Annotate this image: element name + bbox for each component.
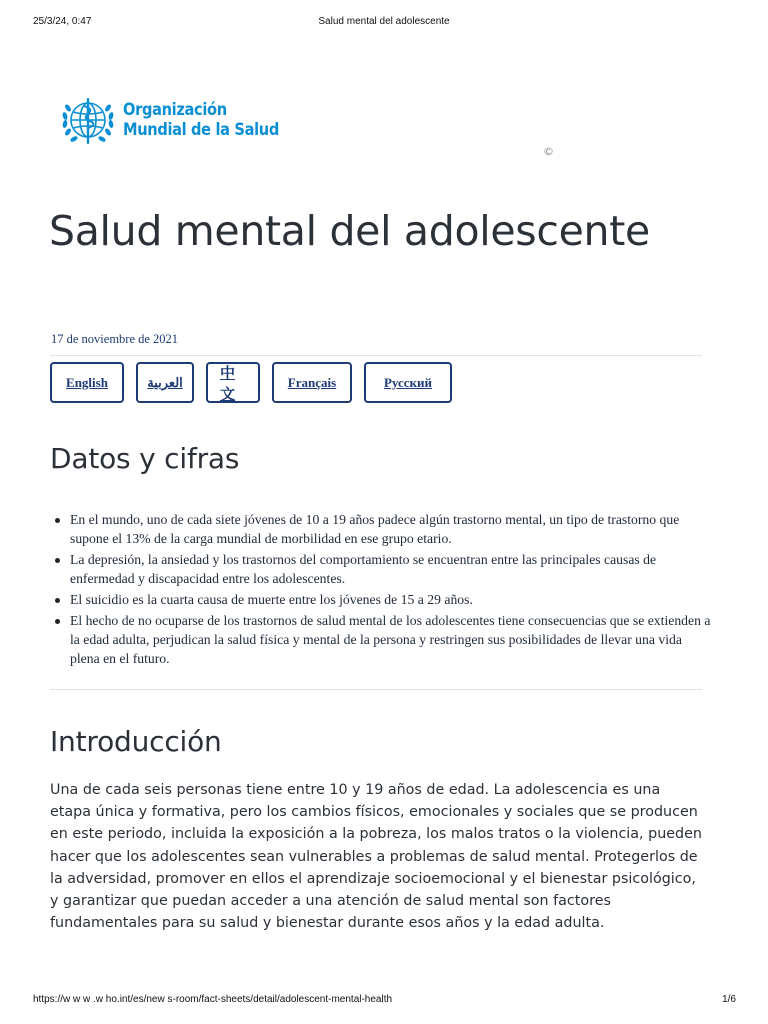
page-number: 1/6	[722, 994, 736, 1005]
logo-line-2: Mundial de la Salud	[123, 120, 279, 140]
who-logo-text	[123, 100, 279, 140]
print-header	[0, 16, 768, 30]
divider	[50, 355, 702, 356]
language-button-english[interactable]: English	[50, 362, 124, 403]
print-page-title: Salud mental del adolescente	[318, 16, 450, 27]
language-button-russian[interactable]: Русский	[364, 362, 452, 403]
page-title: Salud mental del adolescente	[49, 207, 650, 255]
print-datetime: 25/3/24, 0:47	[33, 16, 92, 27]
facts-list	[51, 510, 711, 670]
intro-paragraph: Una de cada seis personas tiene entre 10 y 19 años de edad. La adolescencia es una etapa única y formativa, pero los cambios físicos, emocionales y sociales que se producen en este periodo, incluida la exposición a la pobreza, los malos tratos o la violencia, pueden hacer que los adolescentes sean vulnerables a problemas de salud mental. Protegerlos de la adversidad, promover en ellos el aprendizaje socioemocional y el bienestar psicológico, y garantizar que puedan acceder a una atención de salud mental son factores fundamentales para su salud y bienestar durante esos años y la edad adulta.	[50, 782, 702, 932]
print-footer	[0, 994, 768, 1008]
facts-heading: Datos y cifras	[50, 442, 240, 475]
language-selector	[50, 362, 464, 404]
copyright-symbol: ©	[543, 145, 554, 158]
language-button-chinese[interactable]: 中文	[206, 362, 260, 403]
language-button-french[interactable]: Français	[272, 362, 352, 403]
intro-heading: Introducción	[50, 725, 222, 758]
who-emblem-icon	[60, 92, 116, 148]
list-item: La depresión, la ansiedad y los trastornos del comportamiento se encuentran entre las principales causas de enfermedad y discapacidad entre los adolescentes.	[51, 550, 711, 588]
language-button-arabic[interactable]: العربية	[136, 362, 194, 403]
logo-line-1: Organización	[123, 100, 227, 120]
divider	[50, 689, 702, 690]
who-logo[interactable]	[60, 91, 300, 149]
list-item: En el mundo, uno de cada siete jóvenes de 10 a 19 años padece algún trastorno mental, un tipo de trastorno que supone el 13% de la carga mundial de morbilidad en ese grupo etario.	[51, 510, 711, 548]
publication-date: 17 de noviembre de 2021	[51, 332, 179, 346]
list-item: El suicidio es la cuarta causa de muerte entre los jóvenes de 15 a 29 años.	[51, 590, 711, 609]
print-url: https://w w w .w ho.int/es/new s-room/fact-sheets/detail/adolescent-mental-health	[33, 994, 393, 1005]
list-item: El hecho de no ocuparse de los trastornos de salud mental de los adolescentes tiene consecuencias que se extienden a la edad adulta, perjudican la salud física y mental de la persona y restringen sus posibilidades de llevar una vida plena en el futuro.	[51, 611, 711, 668]
